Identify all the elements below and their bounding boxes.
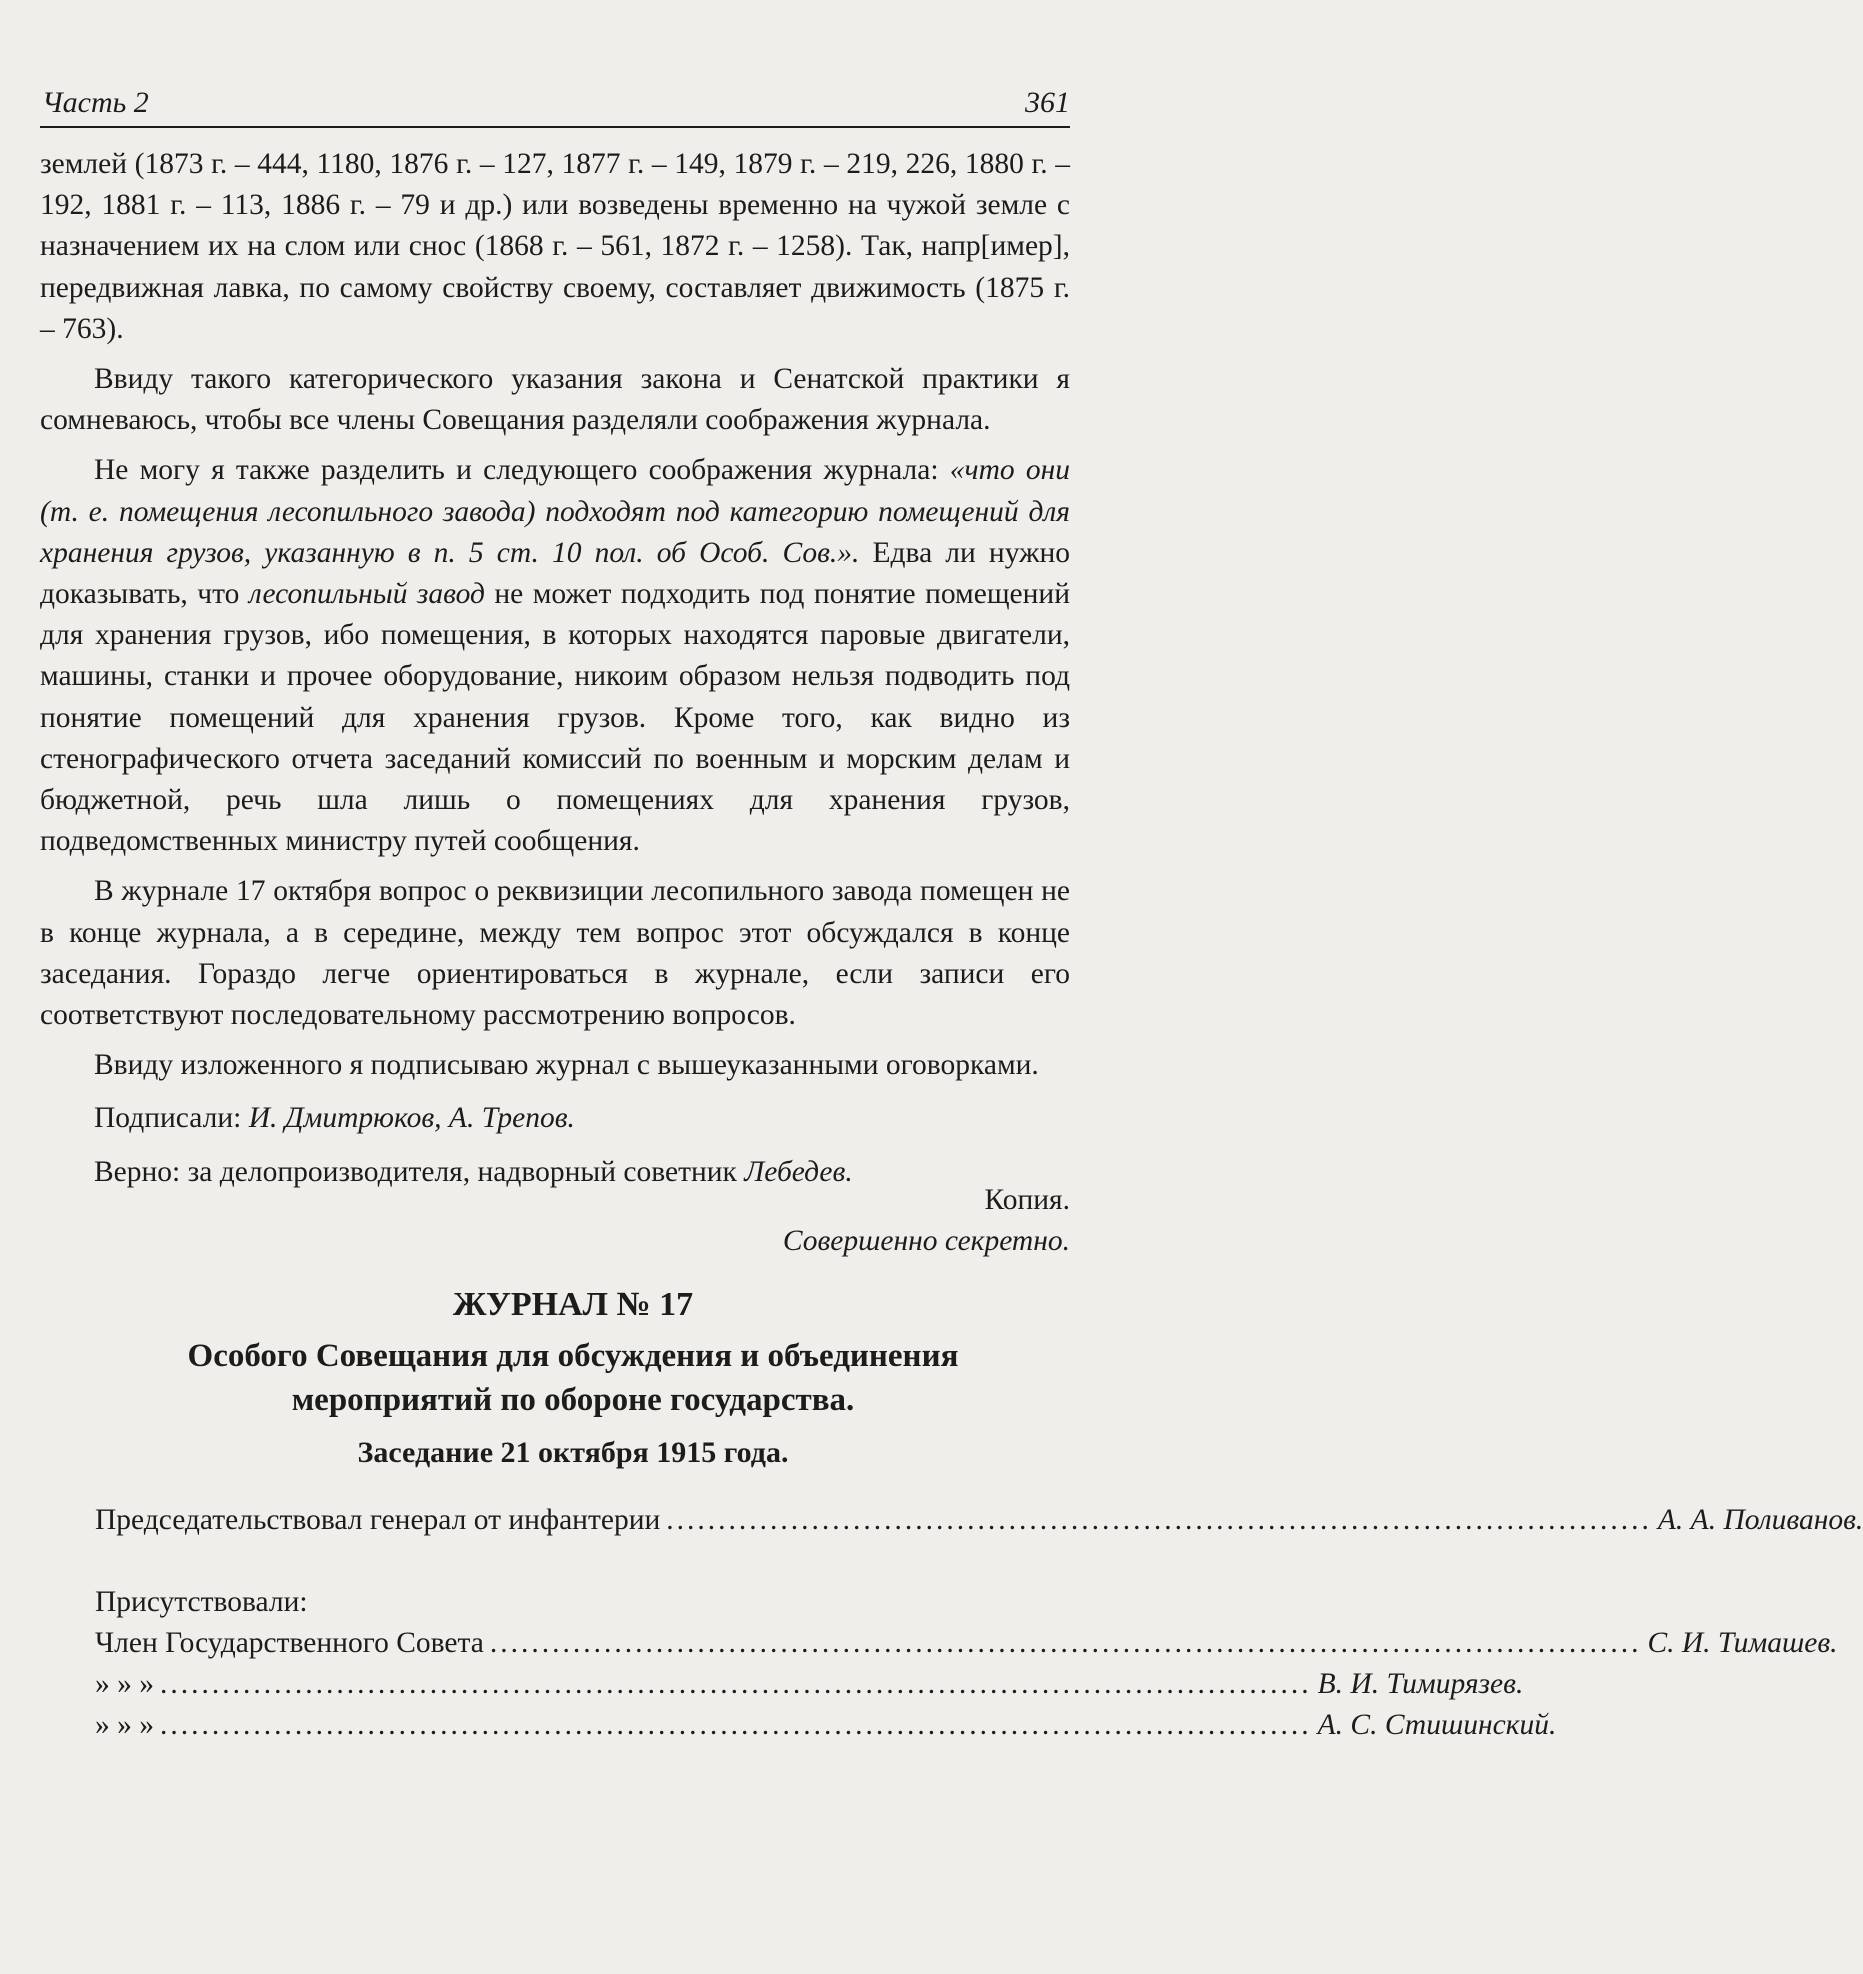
session-date: Заседание 21 октября 1915 года. [357,1436,789,1469]
emphasis-sawmill: лесопильный завод [248,578,485,611]
leader-dots: ............................................................................................................... [489,1627,1642,1659]
running-header [40,78,1070,128]
paragraph-signing: Ввиду изложенного я подписываю журнал с вышеуказанными оговорками. [94,1049,1039,1082]
paragraph-practice: Ввиду такого категорического указания закона и Сенатской практики я сомневаюсь, чтобы все члены Совещания разделяли соображения журнала. [40,363,1070,437]
signatures-line: Подписали: И. Дмитрюков, А. Трепов. [94,1102,575,1135]
leader-dots: ............................................................................................... [666,1504,1652,1536]
chair-line: Председательствовал генерал от инфантерии ............................................................................................... А. А. Поливанов. [95,1504,1863,1536]
leader-dots: ............................................................................................................... [160,1668,1312,1700]
leader-dots: ............................................................................................................... [160,1709,1312,1741]
secret-mark: Совершенно секретно. [782,1225,1070,1257]
journal-title: ЖУРНАЛ № 17 [452,1286,694,1323]
section-label: Часть 2 [42,86,149,119]
paragraph-order: В журнале 17 октября вопрос о реквизиции лесопильного завода помещен не в конце журнала, а в середине, между тем вопрос этот обсуждался в конце заседания. Гораздо легче ориентироваться в журнале, если записи его соответствуют последовательному рассмотрению вопросов. [40,875,1070,1032]
attendee-row: » » » ............................................................................................................... В. И. Тимирязев. [95,1668,1524,1700]
present-label: Присутствовали: [95,1586,308,1618]
body-text [40,144,1070,1202]
page-number: 361 [1025,86,1070,119]
paragraph-continued: землей (1873 г. – 444, 1180, 1876 г. – 127, 1877 г. – 149, 1879 г. – 219, 226, 1880 г. – 192, 1881 г. – 113, 1886 г. – 79 и др.) или возведены временно на чужой земле с назначением их на слом или снос (1868 г. – 561, 1872 г. – 1258). Так, напр[имер], передвижная лавка, по самому свойству своему, составляет движимость (1875 г. – 763). [40,148,1070,345]
copy-mark: Копия. [984,1184,1070,1216]
journal-subtitle: Особого Совещания для обсуждения и объединения мероприятий по обороне государства. [187,1338,959,1418]
certification-line: Верно: за делопроизводителя, надворный советник Лебедев. [94,1155,853,1188]
journal-quote: «что они (т. е. помещения лесопильного завода) подходят под категорию помещений для хранения грузов, указанную в п. 5 ст. 10 пол. об Особ. Сов.». [40,454,1071,569]
attendee-row: » » » ............................................................................................................... А. С. Стишинский. [95,1709,1557,1741]
attendee-row: Член Государственного Совета ............................................................................................................... С. И. Тимашев. [95,1627,1838,1659]
paragraph-objection: Не могу я также разделить и следующего соображения журнала: «что они (т. е. помещения лесопильного завода) подходят под категорию помещений для хранения грузов, указанную в п. 5 ст. 10 пол. об Особ. Сов.». Едва ли нужно доказывать, что лесопильный завод не может подходить под понятие помещений для хранения грузов, ибо помещения, в которых находятся паровые двигатели, машины, станки и прочее оборудование, никоим образом нельзя подводить под понятие помещений для хранения грузов. Кроме того, как видно из стенографического отчета заседаний комиссий по военным и морским делам и бюджетной, речь шла лишь о помещениях для хранения грузов, подведомственных министру путей сообщения. [40,454,1071,858]
